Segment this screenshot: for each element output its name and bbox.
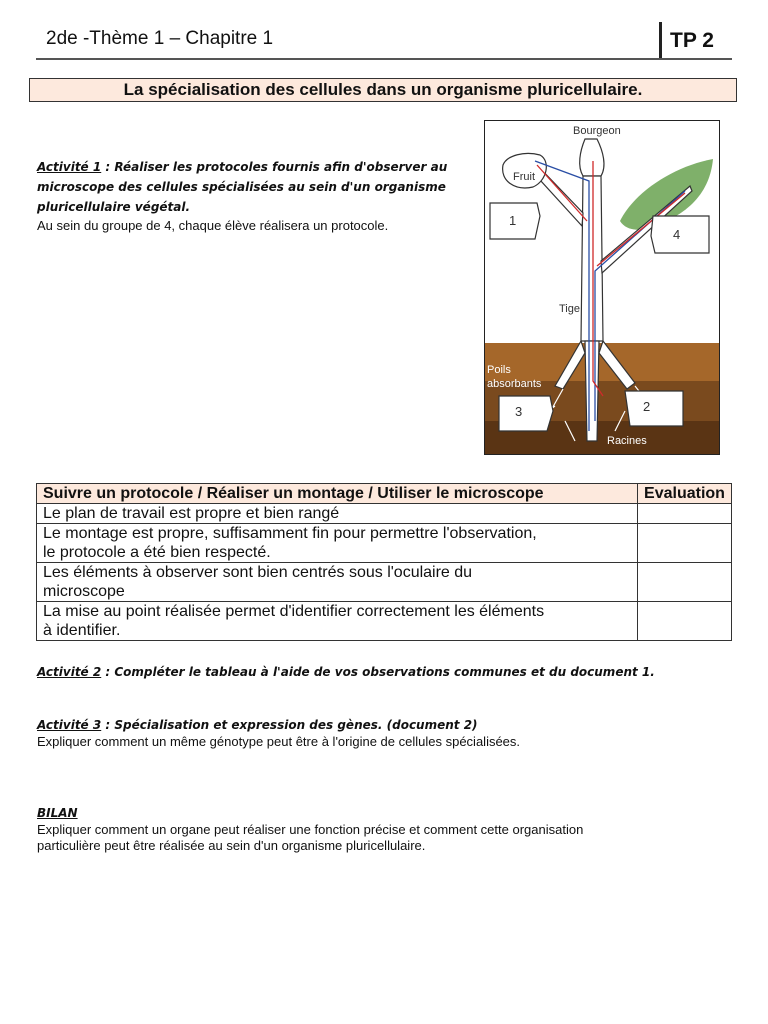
- page-title: La spécialisation des cellules dans un organisme pluricellulaire.: [29, 78, 737, 102]
- activity-1-label: Activité 1: [37, 160, 102, 174]
- bilan-label: BILAN: [37, 806, 78, 820]
- criterion-text: Le montage est propre, suffisamment fin pour permettre l'observation,: [43, 525, 537, 542]
- table-row: [37, 504, 732, 524]
- callout-4-label: 4: [673, 227, 681, 242]
- table-cell-criterion: [37, 504, 638, 524]
- callout-3-label: 3: [515, 404, 523, 419]
- table-cell-criterion: [37, 563, 638, 602]
- bilan-section: [37, 804, 737, 854]
- table-cell-criterion: [37, 602, 638, 641]
- evaluation-cell[interactable]: [638, 563, 732, 602]
- criterion-text-continued: à identifier.: [43, 622, 121, 639]
- label-racines: Racines: [607, 435, 647, 447]
- label-poils: Poils: [487, 364, 511, 376]
- label-tige: Tige: [559, 303, 580, 315]
- evaluation-cell[interactable]: [638, 602, 732, 641]
- label-fruit: Fruit: [513, 171, 535, 183]
- activity-1: [37, 157, 477, 234]
- table-row: [37, 524, 732, 563]
- table-header-criteria: Suivre un protocole / Réaliser un montage / Utiliser le microscope: [37, 484, 638, 504]
- table-header-row: [37, 484, 732, 504]
- callout-2-label: 2: [643, 399, 651, 414]
- activity-1-heading: [37, 160, 447, 214]
- activity-3-label: Activité 3: [37, 718, 102, 732]
- activity-3: [37, 716, 520, 750]
- criterion-text: Les éléments à observer sont bien centrés sous l'oculaire du: [43, 564, 473, 581]
- callout-3: [499, 396, 553, 431]
- criterion-text: La mise au point réalisée permet d'identifier correctement les éléments: [43, 603, 545, 620]
- evaluation-cell[interactable]: [638, 524, 732, 563]
- header-separator: [659, 22, 662, 60]
- stem: [581, 176, 603, 341]
- table-header-evaluation: Evaluation: [638, 484, 732, 504]
- evaluation-table: [36, 483, 732, 641]
- activity-2-label: Activité 2: [37, 665, 102, 679]
- criterion-text-continued: microscope: [43, 583, 125, 600]
- table-cell-criterion: [37, 524, 638, 563]
- table-row: [37, 563, 732, 602]
- label-bourgeon: Bourgeon: [573, 125, 621, 137]
- activity-2: [37, 663, 655, 681]
- chapter-heading: 2de -Thème 1 – Chapitre 1: [46, 28, 274, 49]
- activity-1-note: Au sein du groupe de 4, chaque élève réalisera un protocole.: [37, 218, 389, 233]
- bilan-line-2: particulière peut être réalisée au sein d'un organisme pluricellulaire.: [37, 838, 426, 853]
- tp-number: TP 2: [670, 29, 714, 52]
- callout-1-label: 1: [509, 213, 517, 228]
- activity-3-text: : Spécialisation et expression des gènes. (document 2): [101, 718, 478, 732]
- criterion-text-continued: le protocole a été bien respecté.: [43, 544, 271, 561]
- criterion-text: Le plan de travail est propre et bien rangé: [43, 505, 340, 522]
- callout-2: [625, 391, 683, 426]
- activity-2-text: : Compléter le tableau à l'aide de vos observations communes et du document 1.: [101, 665, 655, 679]
- activity-3-body: Expliquer comment un même génotype peut être à l'origine de cellules spécialisées.: [37, 734, 521, 749]
- bilan-line-1: Expliquer comment un organe peut réaliser une fonction précise et comment cette organisation: [37, 822, 584, 837]
- plant-diagram: [484, 120, 720, 455]
- plant-diagram-svg: [485, 121, 720, 455]
- table-row: [37, 602, 732, 641]
- label-absorbants: absorbants: [487, 378, 542, 390]
- header-rule: [36, 58, 732, 60]
- activity-1-text: : Réaliser les protocoles fournis afin d'observer au microscope des cellules spécialisées au sein d'un organisme pluricellulaire végétal.: [37, 160, 448, 214]
- evaluation-cell[interactable]: [638, 504, 732, 524]
